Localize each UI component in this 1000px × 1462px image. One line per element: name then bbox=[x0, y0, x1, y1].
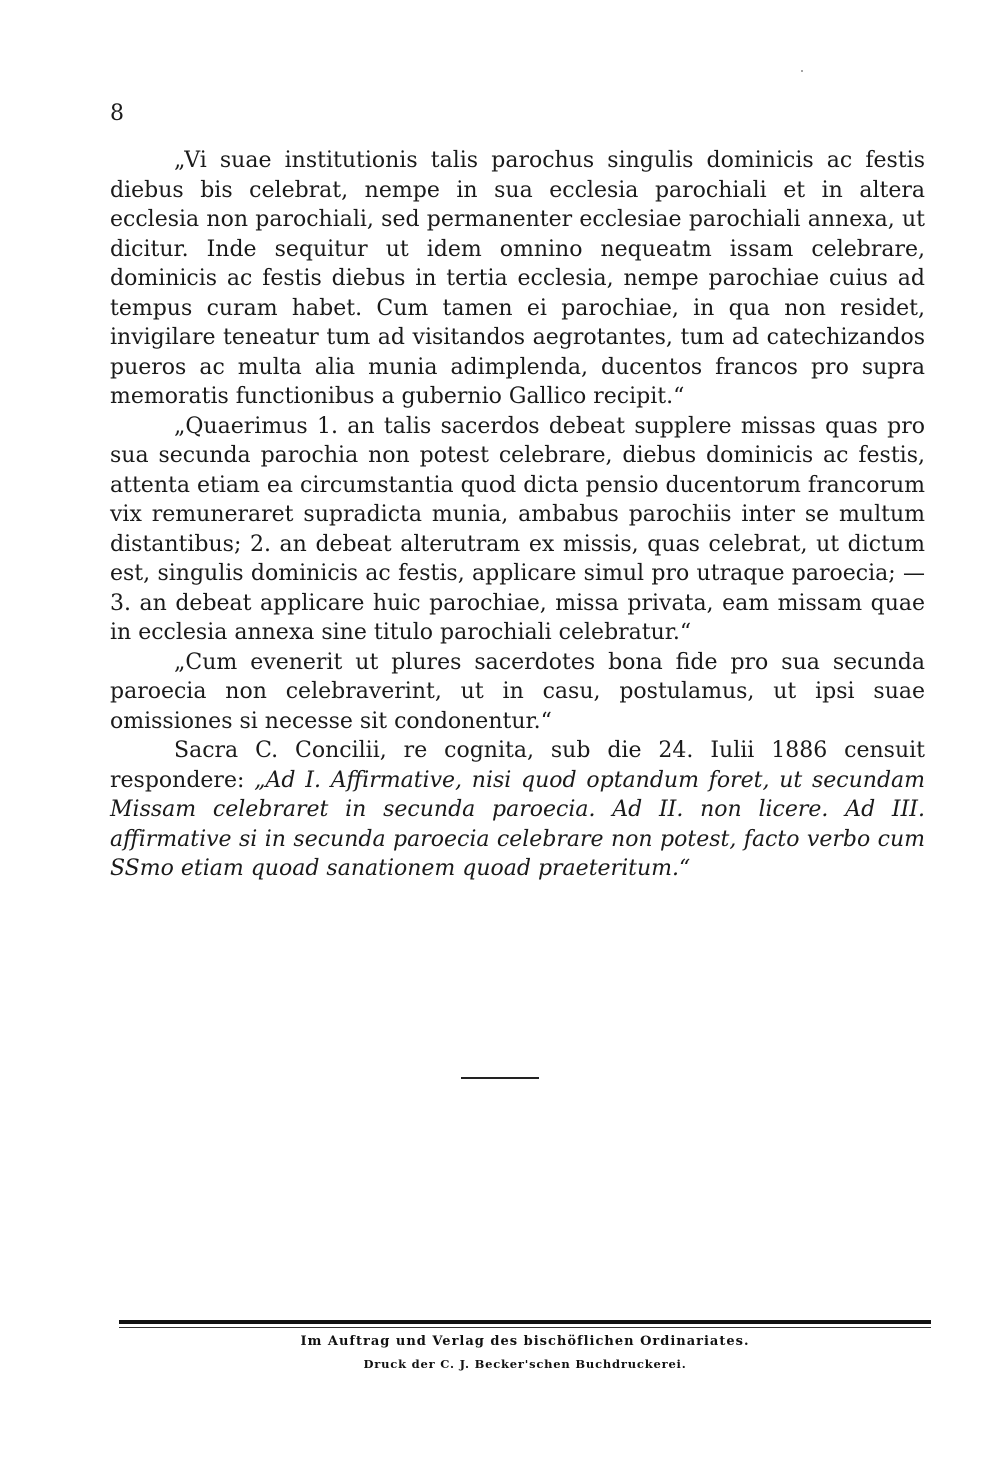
decision-intro: Sacra C. Concilii, re cognita, sub die 24. Iulii 1886 censuit respondere: bbox=[110, 738, 925, 793]
imprint-printer: Druck der C. J. Becker'schen Buchdruckerei. bbox=[363, 1357, 687, 1371]
footer-rule-thin bbox=[119, 1327, 931, 1328]
footer-rule-thick bbox=[119, 1320, 931, 1324]
scan-speck bbox=[801, 70, 803, 72]
section-divider bbox=[461, 1077, 539, 1079]
paragraph-3: „Cum evenerit ut plures sacerdotes bona fide pro sua secunda paroecia non celebraverint, ut in casu, postulamus, ut ipsi suae omissiones si necesse sit condonentur.“ bbox=[110, 649, 925, 734]
body-text bbox=[110, 146, 925, 884]
decision-paragraph bbox=[110, 736, 925, 884]
paragraph-1: „Vi suae institutionis talis parochus singulis dominicis ac festis diebus bis celebrat, nempe in sua ecclesia parochiali et in altera ecclesia non parochiali, sed permanenter ecclesiae parochiali annexa, ut dicitur. Inde sequitur ut idem omnino nequeatm issam celebrare, dominicis ac festis diebus in tertia ecclesia, nempe parochiae cuius ad tempus curam habet. Cum tamen ei parochiae, in qua non residet, invigilare teneatur tum ad visitandos aegrotantes, tum ad catechizandos pueros ac multa alia munia adimplenda, ducentos francos pro supra memoratis functionibus a gubernio Gallico recipit.“ bbox=[110, 148, 925, 409]
decision-response: „Ad I. Affirmative, nisi quod optandum foret, ut secundam Missam celebraret in secunda paroecia. Ad II. non licere. Ad III. affirmative si in secunda paroecia celebrare non potest, facto verbo cum SSmo etiam quoad sanationem quoad praeteritum.“ bbox=[110, 767, 926, 881]
page-number: 8 bbox=[110, 101, 124, 126]
imprint-publisher: Im Auftrag und Verlag des bischöflichen Ordinariates. bbox=[300, 1334, 750, 1349]
paragraph-2: „Quaerimus 1. an talis sacerdos debeat supplere missas quas pro sua secunda parochia non potest celebrare, diebus dominicis ac festis, attenta etiam ea circumstantia quod dicta pensio ducentorum francorum vix remuneraret supradicta munia, ambabus parochiis inter se multum distantibus; 2. an debeat alterutram ex missis, quas celebrat, ut dictum est, singulis dominicis ac festis, applicare simul pro utraque paroecia; — 3. an debeat applicare huic parochiae, missa privata, eam missam quae in ecclesia annexa sine titulo parochiali celebratur.“ bbox=[110, 413, 925, 645]
